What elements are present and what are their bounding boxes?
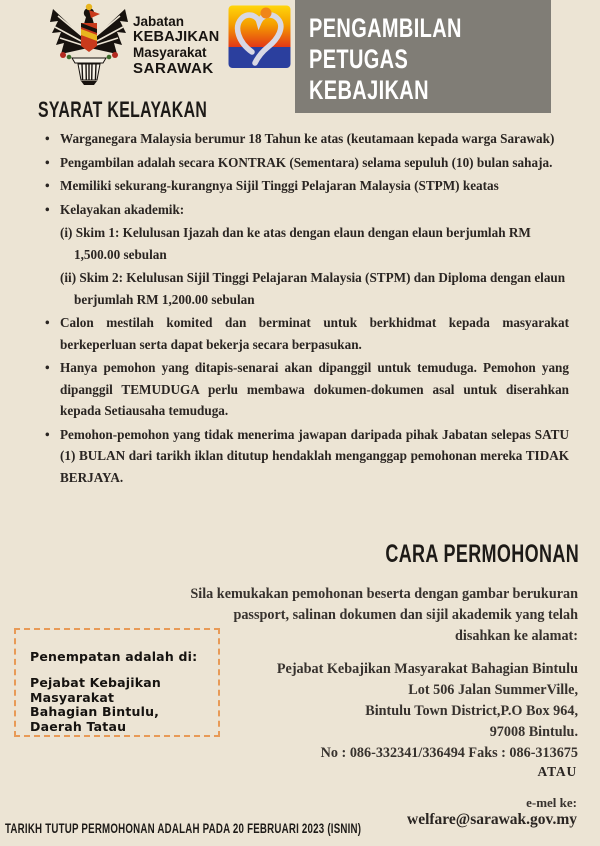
address-line: Lot 506 Jalan SummerVille, xyxy=(408,682,578,698)
cara-permohonan-heading-row xyxy=(310,540,579,569)
requirement-item: • Pengambilan adalah secara KONTRAK (Sementara) selama sepuluh (10) bulan sahaja. xyxy=(38,152,569,174)
placement-line: Pejabat Kebajikan Masyarakat xyxy=(30,675,162,705)
requirement-subitem: (i) Skim 1: Kelulusan Ijazah dan ke atas dengan elaun dengan elaun berjumlah RM 1,500.00 sebulan xyxy=(60,225,531,262)
placement-note-box xyxy=(14,628,220,737)
email-label: e-mel ke: xyxy=(526,795,577,810)
placement-title: Penempatan adalah di: xyxy=(30,649,198,664)
department-name xyxy=(133,14,219,76)
application-instructions: Sila kemukakan pemohonan beserta dengan gambar berukuran passport, salinan dokumen dan sijil akademik yang telah disahkan ke alamat: xyxy=(190,586,578,644)
org-line: Masyarakat xyxy=(133,45,207,60)
office-address xyxy=(158,659,578,764)
org-line: Jabatan xyxy=(133,14,185,29)
sarawak-state-crest-icon xyxy=(48,2,130,88)
org-line: SARAWAK xyxy=(133,59,214,77)
requirement-item: • Memiliki sekurang-kurangnya Sijil Tinggi Pelajaran Malaysia (STPM) keatas xyxy=(38,175,569,197)
jkm-heart-logo-icon xyxy=(228,5,291,73)
address-line: 97008 Bintulu. xyxy=(489,724,578,740)
footer-row xyxy=(5,820,500,838)
poster-title-line: KEBAJIKAN xyxy=(309,75,429,105)
placement-line: Bahagian Bintulu, Daerah Tatau xyxy=(30,704,160,734)
requirements-list xyxy=(38,128,569,488)
requirement-item: • Warganegara Malaysia berumur 18 Tahun ke atas (keutamaan kepada warga Sarawak) xyxy=(38,128,569,150)
syarat-kelayakan-heading: SYARAT KELAYAKAN xyxy=(38,97,208,122)
email-address: welfare@sarawak.gov.my xyxy=(407,811,577,828)
phone-fax-line: No : 086-332341/336494 Faks : 086-313675 xyxy=(320,745,578,761)
cara-permohonan-heading: CARA PERMOHONAN xyxy=(385,540,579,568)
requirement-item: • Pemohon-pemohon yang tidak menerima jawapan daripada pihak Jabatan selepas SATU (1) BULAN dari tarikh iklan ditutup hendaklah menganggap pemohonan mereka TIDAK BERJAYA. xyxy=(38,424,569,489)
address-line: Bintulu Town District,P.O Box 964, xyxy=(365,703,578,719)
title-banner xyxy=(295,0,551,113)
org-line: KEBAJIKAN xyxy=(133,28,220,45)
address-line: Pejabat Kebajikan Masyarakat Bahagian Bintulu xyxy=(276,661,578,677)
poster-title-line: PETUGAS xyxy=(309,44,409,74)
requirement-item: • Hanya pemohon yang ditapis-senarai akan dipanggil untuk temuduga. Pemohon yang dipanggil TEMUDUGA perlu membawa dokumen-dokumen asal untuk diserahkan kepada Setiausaha temuduga. xyxy=(38,357,569,422)
atau-label: ATAU xyxy=(537,764,577,779)
poster-title-line: PENGAMBILAN xyxy=(309,13,462,43)
requirement-item: • Kelayakan akademik: xyxy=(38,199,569,221)
requirement-subitem: (ii) Skim 2: Kelulusan Sijil Tinggi Pelajaran Malaysia (STPM) dan Diploma dengan elaun berjumlah RM 1,200.00 sebulan xyxy=(60,270,566,307)
closing-date-text: TARIKH TUTUP PERMOHONAN ADALAH PADA 20 FEBRUARI 2023 (ISNIN) xyxy=(5,821,362,836)
requirement-item: • Calon mestilah komited dan berminat untuk berkhidmat kepada masyarakat berkeperluan serta dapat bekerja secara berpasukan. xyxy=(38,312,569,355)
